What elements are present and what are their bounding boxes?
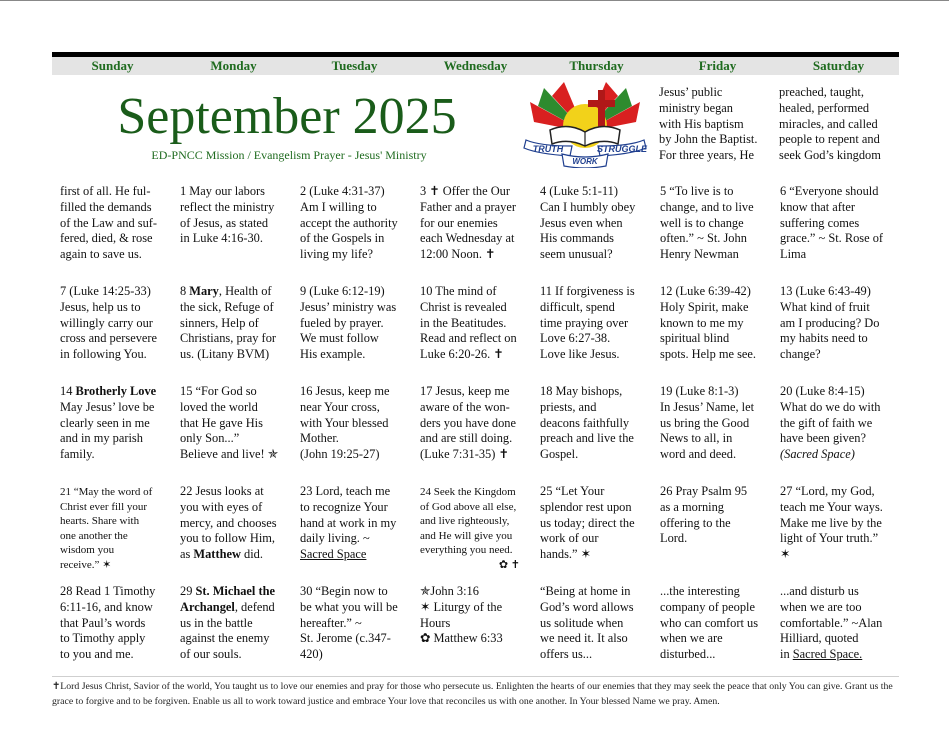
footer-rule <box>52 676 899 677</box>
weekday-friday: Friday <box>698 58 737 73</box>
weekday-wednesday: Wednesday <box>443 58 508 73</box>
page-subtitle: ED-PNCC Mission / Evangelism Prayer - Jesus' Ministry <box>151 148 427 162</box>
day-cell-30: 30 “Begin now to be what you will be hereafter.” ~ St. Jerome (c.347- 420) <box>300 584 398 662</box>
cross-horizontal <box>588 100 615 107</box>
day-cell-24: 24 Seek the Kingdom of God above all else, and live righteously, and He will give you everything you need. ✿ ✝ <box>420 486 520 571</box>
day-cell-11: 11 If forgiveness is difficult, spend time praying over Love 6:27-38. Love like Jesus. <box>540 284 635 362</box>
day-cell-15: 15 “For God so loved the world that He gave His only Son...” Believe and live! ✯ <box>180 384 279 462</box>
day-cell-2: 2 (Luke 4:31-37) Am I willing to accept the authority of the Gospels in living my life? <box>300 184 398 262</box>
page-title: September 2025 <box>117 88 457 145</box>
day-cell-23: 23 Lord, teach me to recognize Your hand at work in my daily living. ~ Sacred Space <box>300 484 397 562</box>
intro-friday: Jesus’ public ministry began with His baptism by John the Baptist. For three years, He <box>659 85 758 163</box>
svg-text:WORK: WORK <box>572 157 598 166</box>
legend-cell: ✯John 3:16 ✶ Liturgy of the Hours ✿ Matthew 6:33 <box>420 584 503 646</box>
weekday-thursday: Thursday <box>569 58 624 73</box>
day-cell-7: 7 (Luke 14:25-33) Jesus, help us to willingly carry our cross and persevere in following You. <box>60 284 158 362</box>
day-cell-21: 21 “May the word of Christ ever fill your hearts. Share with one another the wisdom you receive.” ✶ <box>60 486 153 571</box>
svg-text:STRUGGLE: STRUGGLE <box>596 144 648 154</box>
day-cell-10: 10 The mind of Christ is revealed in the Beatitudes. Read and reflect on Luke 6:20-26. ✝ <box>420 284 517 362</box>
top-rule <box>0 0 949 1</box>
footer-prayer: ✝Lord Jesus Christ, Savior of the world, You taught us to love our enemies and pray for those who persecute us. Enlighten the hearts of our enemies that they may seek the peace that only You can give. Grant us the grace to forgive and to be forgiven. Enable us all to work toward justice and embrace Your love that reconciles us with one another. In Your blessed Name we pray. Amen. <box>52 681 893 707</box>
intro-saturday: preached, taught, healed, performed miracles, and called people to repent and seek God’s kingdom <box>779 85 881 163</box>
weekday-saturday: Saturday <box>812 58 865 73</box>
day-cell-16: 16 Jesus, keep me near Your cross, with Your blessed Mother. (John 19:25-27) <box>300 384 390 462</box>
day-cell-27: 27 “Lord, my God, teach me Your ways. Make me live by the light of Your truth.” ✶ <box>780 484 883 562</box>
day-cell-22: 22 Jesus looks at you with eyes of mercy, and chooses you to follow Him, as Matthew did. <box>180 484 277 562</box>
weekday-monday: Monday <box>210 58 257 73</box>
day-cell-6: 6 “Everyone should know that after suffering comes grace.” ~ St. Rose of Lima <box>780 184 884 262</box>
svg-text:TRUTH: TRUTH <box>532 144 564 154</box>
day-cell-18: 18 May bishops, priests, and deacons faithfully preach and live the Gospel. <box>540 384 634 462</box>
day-cell-9: 9 (Luke 6:12-19) Jesus’ ministry was fueled by prayer. We must follow His example. <box>300 284 397 362</box>
day-cell-14: 14 Brotherly Love May Jesus’ love be clearly seen in me and in my parish family. <box>60 384 157 462</box>
day-cell-17: 17 Jesus, keep me aware of the won- ders you have done and are still doing. (Luke 7:31-35) ✝ <box>420 384 516 462</box>
weekday-header-row <box>52 57 899 75</box>
day-cell: first of all. He ful- filled the demands of the Law and suf- fered, died, & rose again to save us. <box>60 184 158 262</box>
day-cell-1: 1 May our labors reflect the ministry of Jesus, as stated in Luke 4:16-30. <box>180 184 275 246</box>
weekday-sunday: Sunday <box>91 58 134 73</box>
weekday-tuesday: Tuesday <box>331 58 378 73</box>
quote-cell-2: ...the interesting company of people who can comfort us when we are disturbed... <box>660 584 759 662</box>
day-cell-28: 28 Read 1 Timothy 6:11-16, and know that Paul’s words to Timothy apply to you and me. <box>60 584 156 662</box>
day-cell-12: 12 (Luke 6:39-42) Holy Spirit, make known to me my spiritual blind spots. Help me see. <box>660 284 757 362</box>
quote-cell-3: ...and disturb us when we are too comfortable.” ~Alan Hilliard, quoted in Sacred Space. <box>780 584 883 662</box>
day-cell-4: 4 (Luke 5:1-11) Can I humbly obey Jesus even when His commands seem unusual? <box>540 184 636 262</box>
day-cell-29: 29 St. Michael the Archangel, defend us in the battle against the enemy of our souls. <box>180 584 275 662</box>
day-cell-25: 25 “Let Your splendor rest upon us today; direct the work of our hands.” ✶ <box>540 484 635 562</box>
day-cell-26: 26 Pray Psalm 95 as a morning offering to the Lord. <box>660 484 748 546</box>
pncc-logo-icon <box>522 82 648 168</box>
quote-cell-1: “Being at home in God’s word allows us solitude when we need it. It also offers us... <box>540 584 634 662</box>
day-cell-8: 8 Mary, Health of the sick, Refuge of sinners, Help of Christians, pray for us. (Litany BVM) <box>180 284 277 362</box>
day-cell-13: 13 (Luke 6:43-49) What kind of fruit am I producing? Do my habits need to change? <box>780 284 880 362</box>
day-cell-20: 20 (Luke 8:4-15) What do we do with the gift of faith we have been given? (Sacred Space) <box>780 384 881 462</box>
day-cell-19: 19 (Luke 8:1-3) In Jesus’ Name, let us bring the Good News to all, in word and deed. <box>660 384 755 462</box>
day-cell-5: 5 “To live is to change, and to live well is to change often.” ~ St. John Henry Newman <box>660 184 754 262</box>
day-cell-3: 3 ✝ Offer the Our Father and a prayer for our enemies each Wednesday at 12:00 Noon. ✝ <box>420 184 516 262</box>
